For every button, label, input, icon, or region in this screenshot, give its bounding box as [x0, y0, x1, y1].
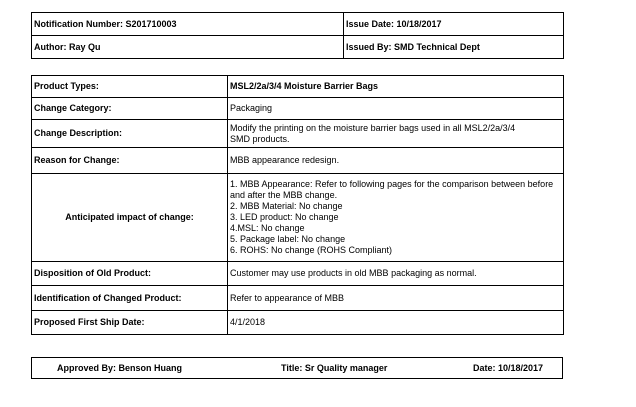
identification-label: Identification of Changed Product:	[32, 286, 228, 311]
approval-date: Date: 10/18/2017	[473, 363, 544, 373]
disposition-label: Disposition of Old Product:	[32, 262, 228, 286]
reason-value: MBB appearance redesign.	[228, 148, 564, 174]
identification-value: Refer to appearance of MBB	[228, 286, 564, 311]
product-change-table	[31, 75, 564, 335]
reason-label: Reason for Change:	[32, 148, 228, 174]
impact-line: 5. Package label: No change	[230, 234, 346, 244]
impact-label: Anticipated impact of change:	[32, 174, 228, 262]
disposition-value: Customer may use products in old MBB packaging as normal.	[228, 262, 564, 286]
change-category-value: Packaging	[228, 98, 564, 120]
change-description-line: SMD products.	[230, 133, 290, 144]
approver-title: Title: Sr Quality manager	[281, 363, 388, 373]
impact-line: 2. MBB Material: No change	[230, 201, 343, 211]
change-description-line: Modify the printing on the moisture barrier bags used in all MSL2/2a/3/4	[230, 122, 516, 133]
impact-line: 4.MSL: No change	[230, 223, 305, 233]
issued-by: Issued By: SMD Technical Dept	[344, 36, 564, 59]
impact-value	[228, 174, 564, 262]
approved-by: Approved By: Benson Huang	[57, 363, 183, 373]
first-ship-value: 4/1/2018	[228, 311, 564, 335]
issue-date: Issue Date: 10/18/2017	[344, 13, 564, 36]
product-types-value: MSL2/2a/3/4 Moisture Barrier Bags	[228, 76, 564, 98]
change-category-label: Change Category:	[32, 98, 228, 120]
impact-line: 1. MBB Appearance: Refer to following pages for the comparison between before	[230, 179, 554, 189]
change-description-value	[228, 120, 564, 148]
change-description-label: Change Description:	[32, 120, 228, 148]
first-ship-label: Proposed First Ship Date:	[32, 311, 228, 335]
impact-line: 3. LED product: No change	[230, 212, 339, 222]
product-types-label: Product Types:	[32, 76, 228, 98]
approval-bar	[31, 357, 563, 379]
impact-line: and after the MBB change.	[230, 190, 338, 200]
notification-number: Notification Number: S201710003	[32, 13, 344, 36]
impact-line: 6. ROHS: No change (ROHS Compliant)	[230, 245, 393, 255]
author: Author: Ray Qu	[32, 36, 344, 59]
header-table	[31, 12, 564, 59]
